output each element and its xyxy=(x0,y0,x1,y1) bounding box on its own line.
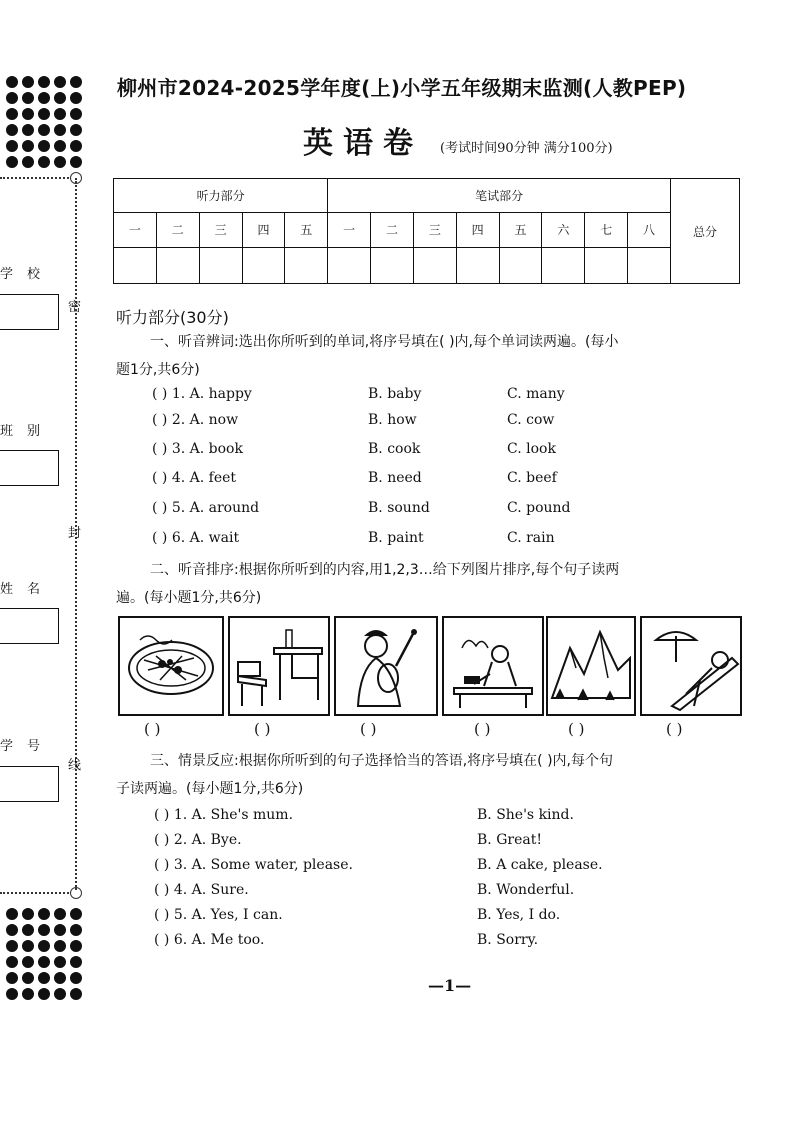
exam-title: 柳州市2024-2025学年度(上)小学五年级期末监测(人教PEP) xyxy=(117,76,687,100)
option-b: B. She's kind. xyxy=(477,807,574,823)
item-stem[interactable]: ( ) 1. A. happy xyxy=(152,386,252,402)
item-stem[interactable]: ( ) 5. A. around xyxy=(152,500,260,516)
binding-label-school: 学校 xyxy=(0,267,55,282)
item-stem[interactable]: ( ) 4. A. feet xyxy=(152,470,237,486)
number-field[interactable] xyxy=(0,766,59,802)
item-stem[interactable]: ( ) 5. A. Yes, I can. xyxy=(154,907,283,923)
binding-dots-bottom xyxy=(6,908,84,1002)
item-stem[interactable]: ( ) 2. A. Bye. xyxy=(154,832,242,848)
score-col-writing-5: 五 xyxy=(499,213,542,247)
score-cell[interactable] xyxy=(328,247,371,283)
score-cell[interactable] xyxy=(628,247,671,283)
listening-part-heading: 听力部分(30分) xyxy=(116,308,229,327)
picture-desk-chair xyxy=(228,616,330,716)
picture-barbecue xyxy=(118,616,224,716)
score-col-writing-4: 四 xyxy=(456,213,499,247)
score-col-listening-2: 二 xyxy=(156,213,199,247)
section2-instruction-line2: 遍。(每小题1分,共6分) xyxy=(116,590,262,606)
score-col-listening-5: 五 xyxy=(285,213,328,247)
answer-bracket-1[interactable]: ( ) xyxy=(144,720,161,738)
score-cell[interactable] xyxy=(542,247,585,283)
score-col-writing-6: 六 xyxy=(542,213,585,247)
item-stem[interactable]: ( ) 2. A. now xyxy=(152,412,239,428)
seal-char-xian: 线 xyxy=(68,758,82,773)
score-cell[interactable] xyxy=(285,247,328,283)
item-stem[interactable]: ( ) 3. A. Some water, please. xyxy=(154,857,353,873)
score-col-writing-1: 一 xyxy=(328,213,371,247)
picture-sunbathing xyxy=(640,616,742,716)
option-b: B. Sorry. xyxy=(477,932,539,948)
binding-dotted-top xyxy=(0,177,72,179)
option-c: C. many xyxy=(507,386,565,402)
picture-person-writing xyxy=(442,616,544,716)
item-stem[interactable]: ( ) 6. A. Me too. xyxy=(154,932,265,948)
score-cell[interactable] xyxy=(199,247,242,283)
score-col-writing-7: 七 xyxy=(585,213,628,247)
score-header-listening: 听力部分 xyxy=(114,179,328,213)
score-cell[interactable] xyxy=(242,247,285,283)
score-col-listening-3: 三 xyxy=(199,213,242,247)
section3-instruction-line1: 三、情景反应:根据你所听到的句子选择恰当的答语,将序号填在( )内,每个句 xyxy=(150,753,613,769)
class-field[interactable] xyxy=(0,450,59,486)
option-c: C. beef xyxy=(507,470,557,486)
score-cell[interactable] xyxy=(156,247,199,283)
answer-bracket-3[interactable]: ( ) xyxy=(360,720,377,738)
option-b: B. paint xyxy=(368,530,424,546)
answer-bracket-4[interactable]: ( ) xyxy=(474,720,491,738)
picture-mountains xyxy=(546,616,636,716)
score-header-total: 总分 xyxy=(671,179,740,284)
seal-char-mi: 密 xyxy=(68,300,82,315)
picture-pipa-player xyxy=(334,616,438,716)
option-c: C. look xyxy=(507,441,556,457)
item-stem[interactable]: ( ) 3. A. book xyxy=(152,441,243,457)
section2-instruction-line1: 二、听音排序:根据你所听到的内容,用1,2,3…给下列图片排序,每个句子读两 xyxy=(150,562,620,578)
score-col-writing-2: 二 xyxy=(371,213,414,247)
binding-dotted-bottom xyxy=(0,892,72,894)
score-cell[interactable] xyxy=(456,247,499,283)
answer-bracket-2[interactable]: ( ) xyxy=(254,720,271,738)
binding-label-name: 姓名 xyxy=(0,582,55,597)
option-c: C. cow xyxy=(507,412,555,428)
score-col-writing-3: 三 xyxy=(413,213,456,247)
item-stem[interactable]: ( ) 4. A. Sure. xyxy=(154,882,249,898)
option-b: B. Wonderful. xyxy=(477,882,575,898)
binding-label-class: 班别 xyxy=(0,424,55,439)
answer-bracket-5[interactable]: ( ) xyxy=(568,720,585,738)
option-b: B. Yes, I do. xyxy=(477,907,561,923)
item-stem[interactable]: ( ) 6. A. wait xyxy=(152,530,240,546)
score-cell[interactable] xyxy=(413,247,456,283)
option-b: B. Great! xyxy=(477,832,542,848)
option-b: B. how xyxy=(368,412,417,428)
score-col-listening-1: 一 xyxy=(114,213,157,247)
score-col-listening-4: 四 xyxy=(242,213,285,247)
section3-instruction-line2: 子读两遍。(每小题1分,共6分) xyxy=(116,781,304,797)
score-cell[interactable] xyxy=(114,247,157,283)
name-field[interactable] xyxy=(0,608,59,644)
answer-bracket-6[interactable]: ( ) xyxy=(666,720,683,738)
option-b: B. need xyxy=(368,470,422,486)
option-b: B. cook xyxy=(368,441,421,457)
option-c: C. pound xyxy=(507,500,571,516)
option-b: B. baby xyxy=(368,386,422,402)
school-field[interactable] xyxy=(0,294,59,330)
exam-subject: 英语卷 xyxy=(303,126,423,161)
binding-dots-top xyxy=(6,76,84,170)
option-b: B. A cake, please. xyxy=(477,857,603,873)
section1-instruction-line2: 题1分,共6分) xyxy=(116,362,200,378)
exam-note: (考试时间90分钟 满分100分) xyxy=(440,141,613,156)
score-header-writing: 笔试部分 xyxy=(328,179,671,213)
score-table xyxy=(113,178,740,284)
binding-label-number: 学号 xyxy=(0,739,55,754)
option-c: C. rain xyxy=(507,530,555,546)
section1-instruction-line1: 一、听音辨词:选出你所听到的单词,将序号填在( )内,每个单词读两遍。(每小 xyxy=(150,334,619,350)
score-cell[interactable] xyxy=(371,247,414,283)
item-stem[interactable]: ( ) 1. A. She's mum. xyxy=(154,807,294,823)
page-number: —1— xyxy=(428,976,472,995)
score-cell[interactable] xyxy=(499,247,542,283)
seal-char-feng: 封 xyxy=(68,526,82,541)
score-cell[interactable] xyxy=(585,247,628,283)
score-col-writing-8: 八 xyxy=(628,213,671,247)
option-b: B. sound xyxy=(368,500,430,516)
